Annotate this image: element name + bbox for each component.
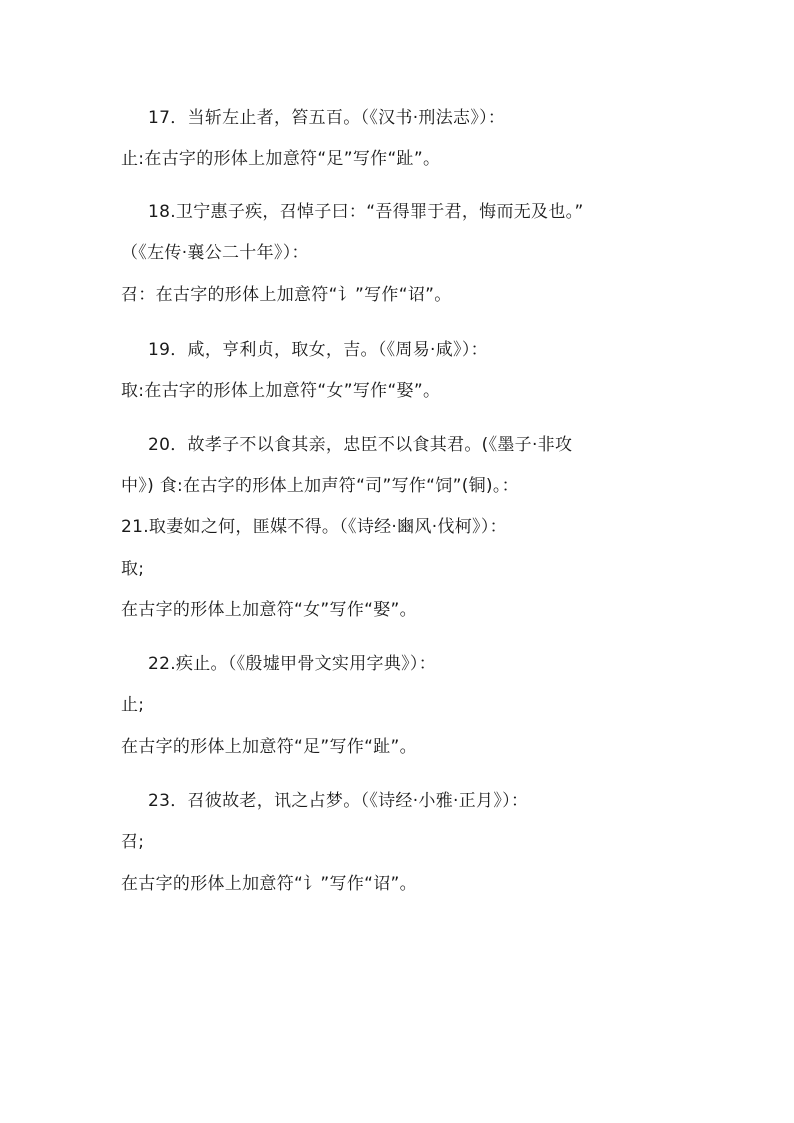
entry-20-source-line1: 20．故孝子不以食其亲，忠臣不以食其君。(《墨子·非攻 bbox=[148, 435, 573, 455]
entry-17-source: 17．当斩左止者，笞五百。（《汉书·刑法志》）： bbox=[148, 108, 506, 128]
entry-22-character: 止; bbox=[121, 695, 145, 715]
entry-19-explanation: 取:在古字的形体上加意符“女”写作“娶”。 bbox=[121, 381, 441, 401]
entry-23-character: 召; bbox=[121, 832, 145, 852]
entry-23-source: 23．召彼故老，讯之占梦。（《诗经·小雅·正月》）： bbox=[148, 791, 529, 811]
entry-17-explanation: 止:在古字的形体上加意符“足”写作“趾”。 bbox=[121, 149, 441, 169]
entry-20-source-line2: 中》) 食:在古字的形体上加声符“司”写作“饲”(铜)。： bbox=[121, 476, 519, 496]
entry-19-source: 19．咸，亨利贞，取女，吉。（《周易·咸》）： bbox=[148, 340, 488, 360]
entry-21-source: 21.取妻如之何，匪媒不得。（《诗经·豳风·伐柯》）： bbox=[121, 517, 507, 537]
entry-21-character: 取; bbox=[121, 559, 145, 579]
entry-22-explanation: 在古字的形体上加意符“足”写作“趾”。 bbox=[121, 737, 417, 757]
entry-22-source: 22.疾止。（《殷墟甲骨文实用字典》）： bbox=[148, 654, 437, 674]
entry-18-source-line1: 18.卫宁惠子疾，召悼子曰：“吾得罪于君，悔而无及也。” bbox=[148, 202, 584, 222]
entry-18-explanation: 召：在古字的形体上加意符“讠”写作“诏”。 bbox=[121, 285, 452, 305]
entry-23-explanation: 在古字的形体上加意符“讠”写作“诏”。 bbox=[121, 874, 417, 894]
entry-21-explanation: 在古字的形体上加意符“女”写作“娶”。 bbox=[121, 600, 417, 620]
entry-18-source-line2: （《左传·襄公二十年》）： bbox=[121, 243, 309, 263]
